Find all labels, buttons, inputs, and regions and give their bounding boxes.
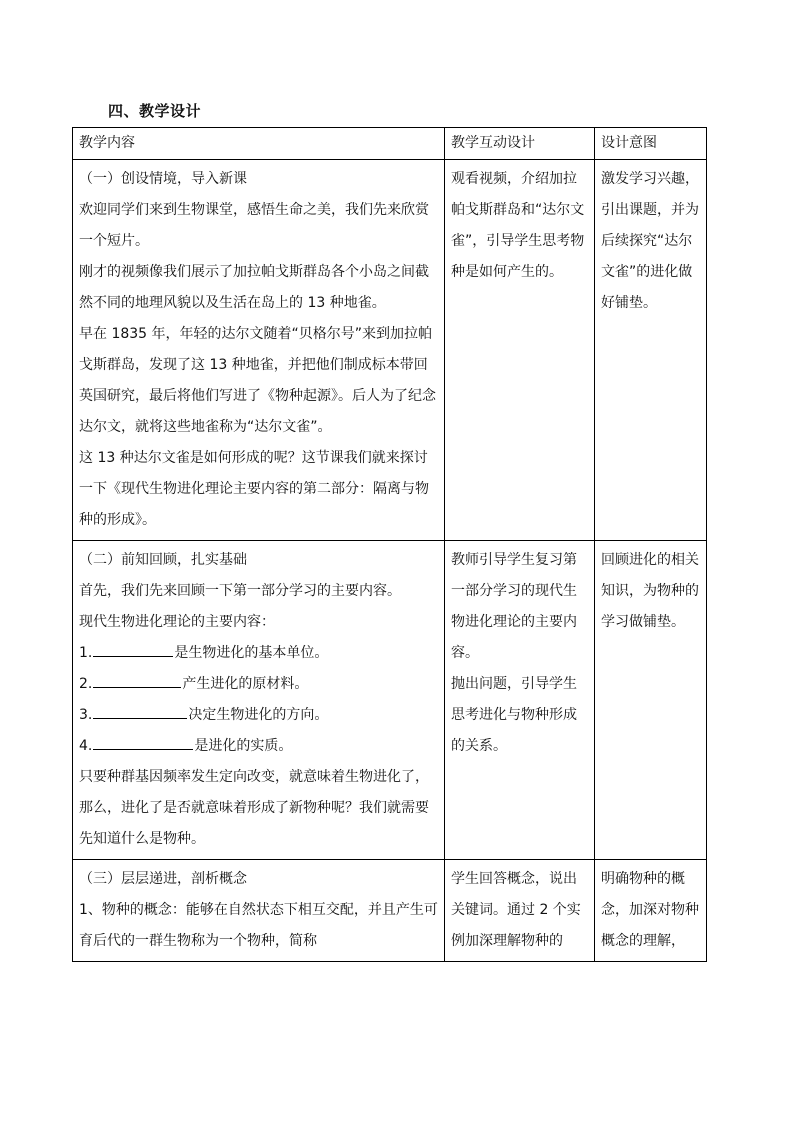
content-paragraph: 1、物种的概念：能够在自然状态下相互交配，并且产生可育后代的一群生物称为一个物种，简称 [79,902,438,949]
blank-text: 决定生物进化的方向。 [188,707,329,723]
table-row [73,541,707,860]
blank-number: 3. [79,707,93,723]
blank-text: 是生物进化的基本单位。 [174,645,329,661]
content-cell [73,860,445,962]
blank-number: 2. [79,676,93,692]
content-paragraph: 这 13 种达尔文雀是如何形成的呢？这节课我们就来探讨一下《现代生物进化理论主要内容的第二部分：隔离与物种的形成》。 [79,450,429,528]
section-title: 四、教学设计 [108,102,202,120]
intent-cell [595,160,707,541]
content-paragraph: 只要种群基因频率发生定向改变，就意味着生物进化了，那么，进化了是否就意味着形成了新物种呢？我们就需要先知道什么是物种。 [79,769,429,847]
header-intent: 设计意图 [595,128,707,160]
content-paragraph: 刚才的视频像我们展示了加拉帕戈斯群岛各个小岛之间截然不同的地理风貌以及生活在岛上的 13 种地雀。 [79,264,429,311]
content-paragraph: 早在 1835 年，年轻的达尔文随着“贝格尔号”来到加拉帕戈斯群岛，发现了这 13 种地雀，并把他们制成标本带回英国研究，最后将他们写进了《物种起源》。后人为了纪念达尔文，就将这些地雀称为“达尔文雀”。 [79,326,436,435]
content-paragraph: 现代生物进化理论的主要内容： [79,614,275,630]
blank-text: 是进化的实质。 [194,738,293,754]
content-cell [73,541,445,860]
blank-number: 1. [79,645,93,661]
interaction-cell [445,860,595,962]
blank-text: 产生进化的原材料。 [182,676,309,692]
teaching-design-table [72,127,707,962]
intent-text: 激发学习兴趣，引出课题，并为后续探究“达尔文雀”的进化做好铺垫。 [601,171,699,311]
content-cell [73,160,445,541]
intent-cell [595,860,707,962]
answer-blank[interactable] [93,701,187,719]
blank-number: 4. [79,738,93,754]
fill-blank-item [79,700,438,731]
intent-text: 回顾进化的相关知识，为物种的学习做铺垫。 [601,552,699,630]
interaction-text: 抛出问题，引导学生思考进化与物种形成的关系。 [451,676,577,754]
answer-blank[interactable] [93,732,193,750]
content-paragraph: 欢迎同学们来到生物课堂，感悟生命之美，我们先来欣赏一个短片。 [79,202,429,249]
fill-blank-item [79,731,438,762]
fill-blank-item [79,638,438,669]
fill-blank-item [79,669,438,700]
interaction-text: 学生回答概念，说出关键词。通过 2 个实例加深理解物种的 [451,871,581,949]
content-paragraph: 首先，我们先来回顾一下第一部分学习的主要内容。 [79,583,401,599]
answer-blank[interactable] [93,639,173,657]
interaction-cell [445,160,595,541]
answer-blank[interactable] [93,670,181,688]
table-header-row [73,128,707,160]
intent-cell [595,541,707,860]
table-row [73,860,707,962]
table-row [73,160,707,541]
row-title: （三）层层递进，剖析概念 [79,871,247,887]
header-interaction: 教学互动设计 [445,128,595,160]
interaction-cell [445,541,595,860]
interaction-text: 观看视频，介绍加拉帕戈斯群岛和“达尔文雀”，引导学生思考物种是如何产生的。 [451,171,585,280]
intent-text: 明确物种的概念，加深对物种概念的理解， [601,871,699,949]
row-title: （二）前知回顾，扎实基础 [79,552,247,568]
row-title: （一）创设情境，导入新课 [79,171,247,187]
header-content: 教学内容 [73,128,445,160]
interaction-text: 教师引导学生复习第一部分学习的现代生物进化理论的主要内容。 [451,552,577,661]
